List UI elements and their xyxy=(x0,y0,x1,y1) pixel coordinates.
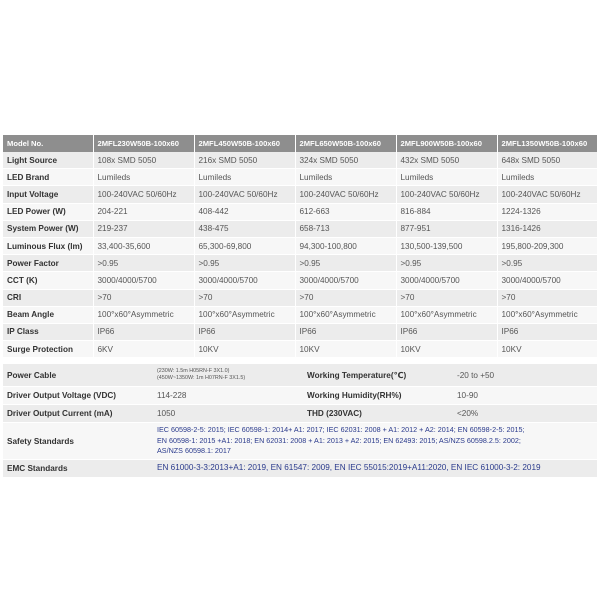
working-humidity-value: 10-90 xyxy=(457,391,478,400)
spec-cell: 100-240VAC 50/60Hz xyxy=(295,186,396,203)
spec-row-label: Surge Protection xyxy=(3,341,93,358)
spec-cell: >70 xyxy=(497,289,597,306)
spec-cell: 100-240VAC 50/60Hz xyxy=(497,186,597,203)
spec-cell: >70 xyxy=(396,289,497,306)
spec-cell: IP66 xyxy=(93,323,194,340)
spec-row-label: Light Source xyxy=(3,152,93,169)
spec-cell: 100°x60°Asymmetric xyxy=(497,306,597,323)
spec-cell: 10KV xyxy=(396,341,497,358)
driver-current-row xyxy=(3,405,597,423)
spec-row-label: Beam Angle xyxy=(3,306,93,323)
thd-value: <20% xyxy=(457,409,479,418)
spec-cell: >70 xyxy=(194,289,295,306)
spec-row xyxy=(3,152,597,169)
safety-standards-line: IEC 60598-2-5: 2015; IEC 60598-1: 2014+ A1: 2017; IEC 62031: 2008 + A1: 2012 + A2: 2014; EN 60598-2-5: 2015; xyxy=(157,425,525,435)
spec-cell: 33,400-35,600 xyxy=(93,237,194,254)
spec-cell: 94,300-100,800 xyxy=(295,237,396,254)
spec-cell: 100-240VAC 50/60Hz xyxy=(396,186,497,203)
spec-cell: 216x SMD 5050 xyxy=(194,152,295,169)
spec-row xyxy=(3,220,597,237)
spec-cell: Lumileds xyxy=(497,169,597,186)
spec-row-label: System Power (W) xyxy=(3,220,93,237)
spec-row xyxy=(3,289,597,306)
spec-cell: >0.95 xyxy=(396,255,497,272)
working-humidity-label: Working Humidity(RH%) xyxy=(307,391,402,400)
header-model-no: Model No. xyxy=(3,135,93,152)
spec-cell: >0.95 xyxy=(93,255,194,272)
spec-cell: >0.95 xyxy=(295,255,396,272)
spec-cell: 204-221 xyxy=(93,203,194,220)
emc-standards-label: EMC Standards xyxy=(7,464,68,473)
driver-voltage-label: Driver Output Voltage (VDC) xyxy=(7,391,117,400)
spec-cell: Lumileds xyxy=(396,169,497,186)
spec-row-label: Luminous Flux (lm) xyxy=(3,237,93,254)
spec-cell: 6KV xyxy=(93,341,194,358)
spec-row-label: CCT (K) xyxy=(3,272,93,289)
spec-cell: 1316-1426 xyxy=(497,220,597,237)
spec-cell: >0.95 xyxy=(194,255,295,272)
spec-cell: >70 xyxy=(295,289,396,306)
spec-row xyxy=(3,186,597,203)
spec-cell: >70 xyxy=(93,289,194,306)
spec-cell: 108x SMD 5050 xyxy=(93,152,194,169)
spec-cell: >0.95 xyxy=(497,255,597,272)
spec-row-label: Input Voltage xyxy=(3,186,93,203)
driver-voltage-value: 114-228 xyxy=(157,391,187,400)
power-cable-label: Power Cable xyxy=(7,370,57,380)
spec-cell: 3000/4000/5700 xyxy=(93,272,194,289)
spec-row xyxy=(3,341,597,358)
spec-cell: 100°x60°Asymmetric xyxy=(194,306,295,323)
driver-current-value: 1050 xyxy=(157,409,176,418)
safety-standards-label: Safety Standards xyxy=(7,436,74,446)
spec-cell: 438-475 xyxy=(194,220,295,237)
spec-cell: 100°x60°Asymmetric xyxy=(93,306,194,323)
spec-cell: 100-240VAC 50/60Hz xyxy=(194,186,295,203)
spec-cell: 3000/4000/5700 xyxy=(396,272,497,289)
spec-cell: 65,300-69,800 xyxy=(194,237,295,254)
spec-cell: 408-442 xyxy=(194,203,295,220)
spec-cell: IP66 xyxy=(396,323,497,340)
spec-cell: 100°x60°Asymmetric xyxy=(396,306,497,323)
spec-row-label: CRI xyxy=(3,289,93,306)
spec-cell: 612-663 xyxy=(295,203,396,220)
spec-cell: 195,800-209,300 xyxy=(497,237,597,254)
safety-standards-value xyxy=(151,425,597,457)
spec-row xyxy=(3,272,597,289)
spec-row xyxy=(3,169,597,186)
spec-cell: 130,500-139,500 xyxy=(396,237,497,254)
spec-cell: 10KV xyxy=(194,341,295,358)
working-temperature-value: -20 to +50 xyxy=(457,370,495,380)
spec-cell: 648x SMD 5050 xyxy=(497,152,597,169)
spec-cell: Lumileds xyxy=(194,169,295,186)
spec-row-label: Power Factor xyxy=(3,255,93,272)
spec-cell: 10KV xyxy=(497,341,597,358)
power-cable-value xyxy=(151,368,301,382)
spec-cell: 877-951 xyxy=(396,220,497,237)
spec-cell: 10KV xyxy=(295,341,396,358)
header-model: 2MFL450W50B-100x60 xyxy=(194,135,295,152)
driver-specs xyxy=(3,364,597,478)
header-model: 2MFL900W50B-100x60 xyxy=(396,135,497,152)
emc-standards-row xyxy=(3,460,597,478)
spec-cell: Lumileds xyxy=(295,169,396,186)
spec-cell: 658-713 xyxy=(295,220,396,237)
spec-row-label: IP Class xyxy=(3,323,93,340)
spec-cell: 3000/4000/5700 xyxy=(194,272,295,289)
spec-body xyxy=(3,152,597,358)
thd-label: THD (230VAC) xyxy=(307,409,362,418)
power-cable-line: (450W~1350W: 1m H07RN-F 3X1.5) xyxy=(157,375,246,381)
safety-standards-row xyxy=(3,423,597,460)
driver-current-label: Driver Output Current (mA) xyxy=(7,409,113,418)
spec-row xyxy=(3,237,597,254)
spec-cell: IP66 xyxy=(497,323,597,340)
spec-cell: 3000/4000/5700 xyxy=(497,272,597,289)
spec-row xyxy=(3,306,597,323)
spec-cell: 816-884 xyxy=(396,203,497,220)
spec-cell: 100°x60°Asymmetric xyxy=(295,306,396,323)
spec-cell: IP66 xyxy=(194,323,295,340)
spec-row xyxy=(3,323,597,340)
spec-cell: 1224-1326 xyxy=(497,203,597,220)
spec-cell: 100-240VAC 50/60Hz xyxy=(93,186,194,203)
header-model: 2MFL230W50B-100x60 xyxy=(93,135,194,152)
spec-cell: 432x SMD 5050 xyxy=(396,152,497,169)
safety-standards-line: EN 60598-1: 2015 +A1: 2018; EN 62031: 2008 + A1: 2013 + A2: 2015; EN 62493: 2015; AS/NZS 60598.2.5: 2002; xyxy=(157,435,521,445)
spec-cell: 219-237 xyxy=(93,220,194,237)
driver-voltage-row xyxy=(3,387,597,405)
spec-row-label: LED Brand xyxy=(3,169,93,186)
spec-cell: IP66 xyxy=(295,323,396,340)
spec-cell: 3000/4000/5700 xyxy=(295,272,396,289)
header-model: 2MFL1350W50B-100x60 xyxy=(497,135,597,152)
spec-row xyxy=(3,203,597,220)
spec-table xyxy=(3,135,597,358)
spec-row xyxy=(3,255,597,272)
power-cable-row xyxy=(3,364,597,387)
working-temperature-label: Working Temperature(℃) xyxy=(307,371,407,380)
spec-cell: Lumileds xyxy=(93,169,194,186)
safety-standards-line: AS/NZS 60598.1: 2017 xyxy=(157,446,231,456)
spec-cell: 324x SMD 5050 xyxy=(295,152,396,169)
emc-standards-value: EN 61000-3-3:2013+A1: 2019, EN 61547: 2009, EN IEC 55015:2019+A11:2020, EN IEC 61000-3-2: 2019 xyxy=(157,463,541,473)
spec-row-label: LED Power (W) xyxy=(3,203,93,220)
power-cable-line: (230W: 1.5m H05RN-F 3X1.0) xyxy=(157,368,230,374)
header-model: 2MFL650W50B-100x60 xyxy=(295,135,396,152)
spec-header-row xyxy=(3,135,597,152)
